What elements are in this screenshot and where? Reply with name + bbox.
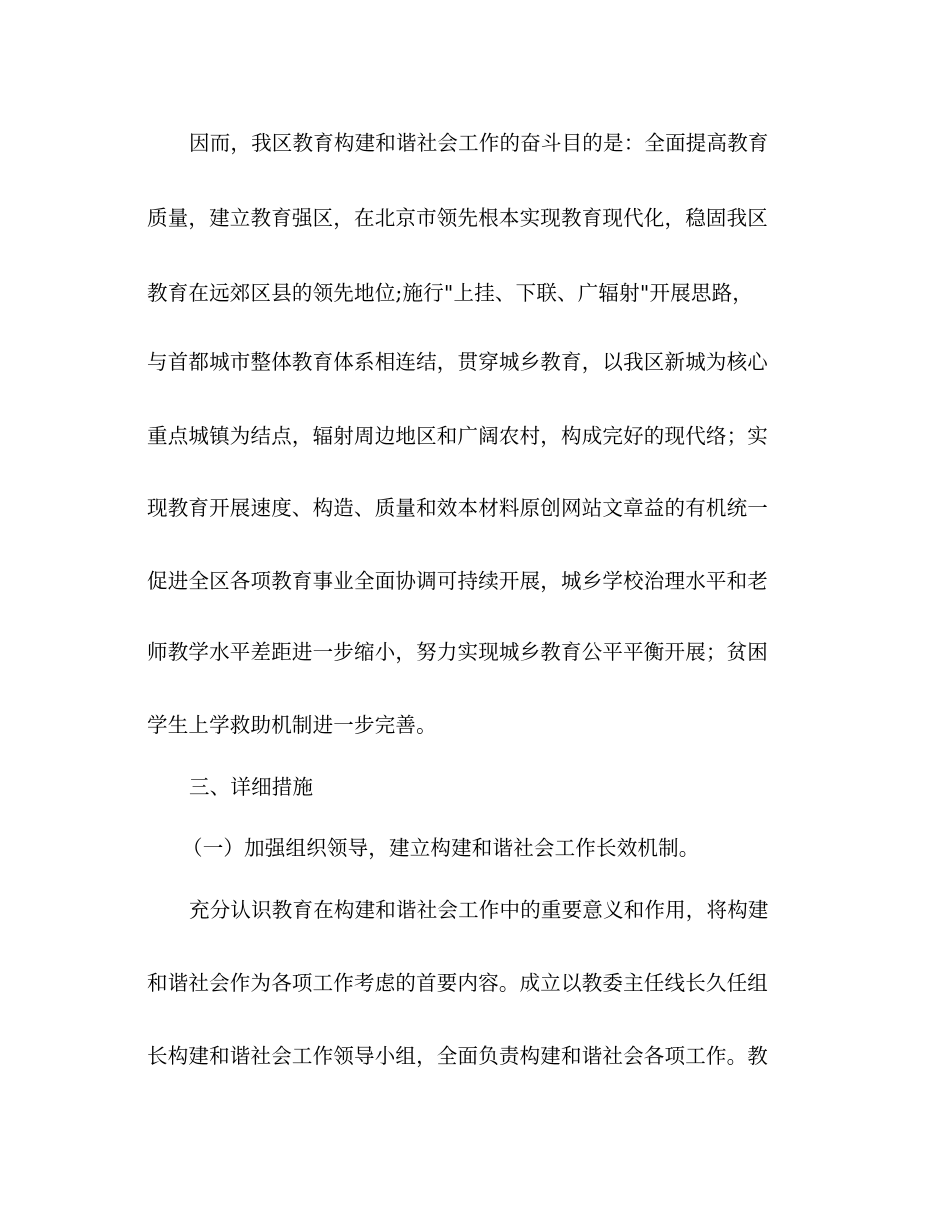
paragraph-line: 教育在远郊区县的领先地位;施行"上挂、下联、广辐射"开展思路，	[147, 281, 753, 305]
paragraph-line: 学生上学救助机制进一步完善。	[147, 713, 437, 737]
paragraph-line: 促进全区各项教育事业全面协调可持续开展，城乡学校治理水平和老	[147, 569, 768, 593]
paragraph-line: 师教学水平差距进一步缩小，努力实现城乡教育公平平衡开展；贫困	[147, 640, 768, 664]
paragraph-line: 质量，建立教育强区，在北京市领先根本实现教育现代化，稳固我区	[147, 206, 768, 230]
paragraph-line: 和谐社会作为各项工作考虑的首要内容。成立以教委主任线长久任组	[147, 971, 768, 995]
section-heading: 三、详细措施	[189, 775, 314, 799]
subsection-heading: （一）加强组织领导，建立构建和谐社会工作长效机制。	[182, 836, 700, 860]
paragraph-line: 重点城镇为结点，辐射周边地区和广阔农村，构成完好的现代络；实	[147, 424, 768, 448]
paragraph-line: 因而，我区教育构建和谐社会工作的奋斗目的是：全面提高教育	[189, 131, 769, 155]
paragraph-line: 现教育开展速度、构造、质量和效本材料原创网站文章益的有机统一	[147, 496, 768, 520]
paragraph-line: 与首都城市整体教育体系相连结，贯穿城乡教育，以我区新城为核心	[147, 350, 768, 374]
paragraph-line: 充分认识教育在构建和谐社会工作中的重要意义和作用，将构建	[189, 898, 769, 922]
paragraph-line: 长构建和谐社会工作领导小组，全面负责构建和谐社会各项工作。教	[147, 1044, 768, 1068]
